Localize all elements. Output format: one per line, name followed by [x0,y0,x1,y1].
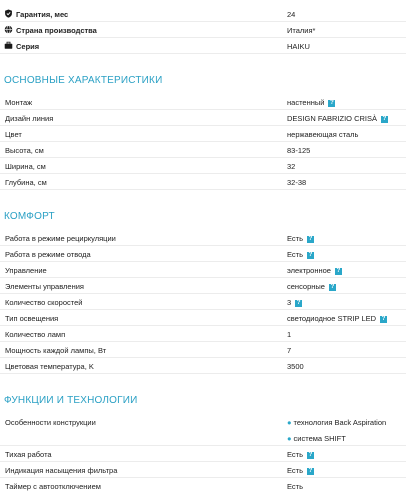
spec-row [0,262,406,278]
spec-value: 32 [287,162,296,171]
spec-value: 3 ? [287,298,301,307]
help-icon[interactable]: ? [308,252,313,258]
spec-value: Есть ? [287,466,313,475]
warranty-icon [4,9,13,18]
spec-row [0,446,406,462]
main-specs [0,94,406,190]
spec-row [0,326,406,342]
spec-label: Таймер с автоотключением [5,482,101,491]
comfort-specs [0,230,406,374]
help-icon[interactable]: ? [330,284,335,290]
help-icon[interactable]: ? [330,100,334,106]
feature-item: ● система SHIFT [287,434,346,443]
spec-value: 24 [287,10,296,19]
spec-row [0,94,406,110]
help-icon[interactable]: ? [382,116,387,122]
spec-value: нержавеющая сталь [287,130,359,139]
spec-label: Количество скоростей [5,298,83,307]
spec-value: Есть [287,482,304,491]
spec-row [0,230,406,246]
spec-row [0,478,406,494]
spec-label: Элементы управления [5,282,84,291]
spec-row [0,310,406,326]
spec-row [0,126,406,142]
help-icon[interactable]: ? [308,236,313,242]
spec-label: Дизайн линия [5,114,54,123]
bullet-icon: ● [287,434,292,443]
spec-label: Индикация насыщения фильтра [5,466,118,475]
feature-item: ● технология Back Aspiration [287,418,387,427]
spec-value: настенный ? [287,98,334,107]
spec-label: Глубина, см [5,178,47,187]
help-icon[interactable]: ? [381,316,386,322]
spec-row [0,142,406,158]
help-icon[interactable]: ? [308,468,313,474]
spec-label: Цветовая температура, K [5,362,94,371]
spec-label: Тихая работа [5,450,52,459]
spec-label: Тип освещения [5,314,59,323]
spec-row [0,158,406,174]
help-icon[interactable]: ? [308,452,313,458]
spec-value: 7 [287,346,292,355]
spec-label: Гарантия, мес [16,10,69,19]
spec-row-features [0,414,406,430]
bullet-icon: ● [287,418,292,427]
spec-value: Италия* [287,26,316,35]
spec-value: Есть ? [287,450,313,459]
spec-value: 83-125 [287,146,311,155]
spec-row [0,174,406,190]
spec-row [0,278,406,294]
briefcase-icon [4,41,13,50]
spec-row [0,110,406,126]
spec-value: сенсорные ? [287,282,335,291]
spec-value: Есть ? [287,234,313,243]
spec-row [0,462,406,478]
help-icon[interactable]: ? [336,268,341,274]
globe-icon [4,25,13,34]
spec-label: Монтаж [5,98,33,107]
spec-label: Высота, см [5,146,44,155]
spec-row [0,358,406,374]
spec-label: Цвет [5,130,22,139]
spec-label: Работа в режиме отвода [5,250,91,259]
spec-label: Мощность каждой лампы, Вт [5,346,107,355]
spec-value: 3500 [287,362,304,371]
spec-value: HAIKU [287,42,310,51]
spec-value: 32-38 [287,178,307,187]
spec-row-features-cont [0,430,406,446]
function-specs [0,414,406,494]
spec-row-warranty [0,6,406,22]
spec-row-series [0,38,406,54]
spec-label: Количество ламп [5,330,66,339]
spec-row [0,294,406,310]
spec-label: Серия [16,42,40,51]
section-title: КОМФОРТ [4,211,55,222]
spec-value: электронное ? [287,266,341,275]
spec-row [0,246,406,262]
section-header-functions [0,374,406,414]
spec-label: Страна производства [16,26,97,35]
spec-label: Работа в режиме рециркуляции [5,234,116,243]
section-title: ФУНКЦИИ И ТЕХНОЛОГИИ [4,395,138,406]
spec-label: Особенности конструкции [5,418,96,427]
spec-label: Управление [5,266,47,275]
spec-label: Ширина, см [5,162,46,171]
top-specs [0,0,406,54]
spec-value: 1 [287,330,292,339]
section-header-comfort [0,190,406,230]
section-header-main [0,54,406,94]
spec-value: Есть ? [287,250,313,259]
spec-row [0,342,406,358]
section-title: ОСНОВНЫЕ ХАРАКТЕРИСТИКИ [4,75,163,86]
spec-value: DESIGN FABRIZIO CRISÀ ? [287,114,387,123]
spec-row-country [0,22,406,38]
spec-value: светодиодное STRIP LED ? [287,314,386,323]
help-icon[interactable]: ? [296,300,301,306]
